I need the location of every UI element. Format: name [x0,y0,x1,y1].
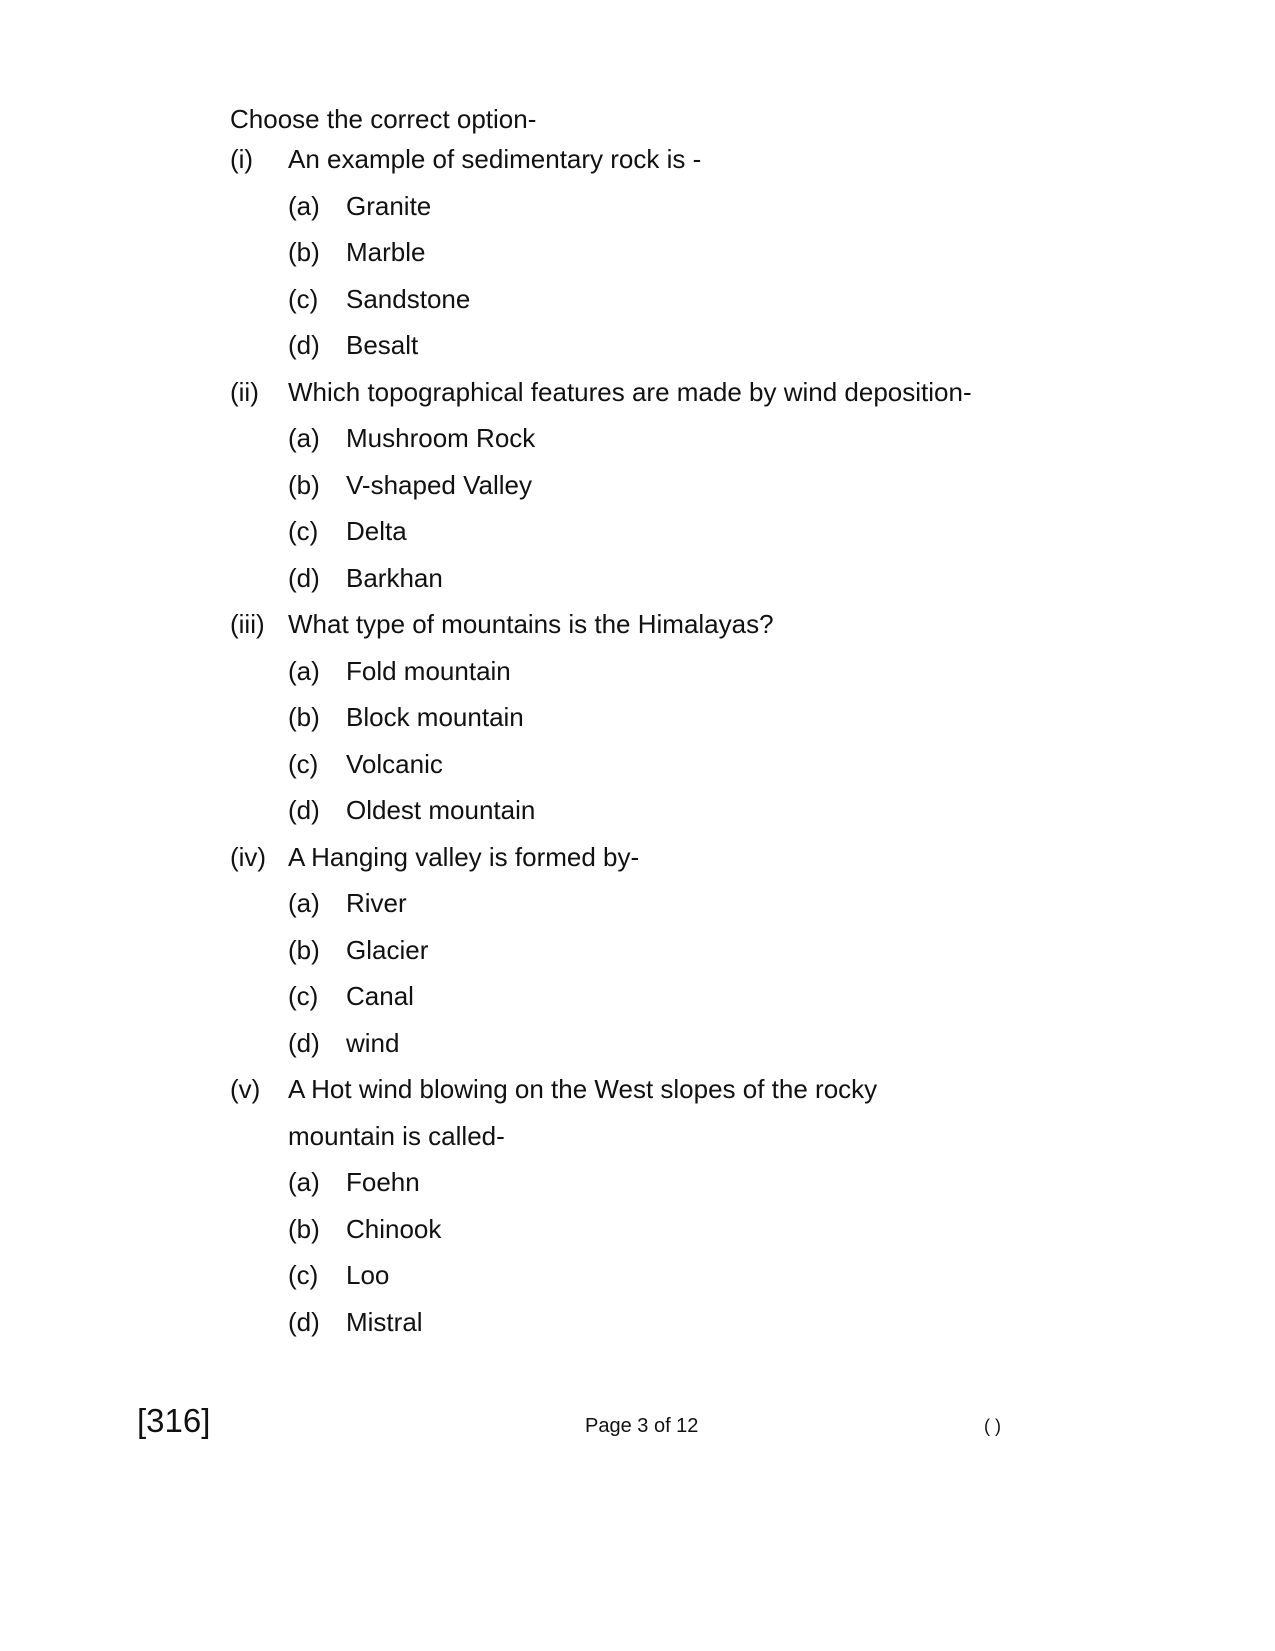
question-stem [230,609,1090,639]
answer-option [288,516,1090,546]
option-label: (a) [288,190,320,221]
question-number: (ii) [230,376,259,407]
question-text [288,609,1090,639]
question [230,842,1090,1058]
answer-option [288,702,1090,732]
answer-option [288,470,1090,500]
answer-option [288,191,1090,221]
option-label: (c) [288,748,319,779]
option-label: (b) [288,469,320,500]
question-text-line: mountain is called- [288,1120,505,1151]
option-text: Sandstone [346,283,471,314]
answer-option [288,1028,1090,1058]
question-number: (v) [230,1074,261,1104]
question-text [288,377,1090,407]
option-text: wind [346,1027,400,1058]
option-label: (d) [288,330,320,360]
question-stem [230,842,1090,872]
answer-option [288,1260,1090,1290]
answer-option [288,935,1090,965]
option-text: Mistral [346,1306,423,1337]
option-list [288,191,1090,361]
option-text: Glacier [346,934,429,965]
answer-option [288,1307,1090,1337]
question-number: (i) [230,144,254,174]
question [230,1074,1090,1337]
answer-option [288,237,1090,267]
question-text-line: An example of sedimentary rock is - [288,144,702,174]
option-list [288,888,1090,1058]
option-text: Block mountain [346,702,524,732]
option-text: V-shaped Valley [346,469,532,500]
question [230,144,1090,360]
option-label: (a) [288,888,320,918]
option-label: (a) [288,1167,320,1197]
question-number: (iii) [230,609,265,639]
question-number: (iv) [230,841,267,872]
question [230,609,1090,825]
answer-option [288,795,1090,825]
answer-option [288,563,1090,593]
option-label: (b) [288,1213,320,1244]
question-stem [230,144,1090,174]
footer-parentheses: ( ) [984,1416,1001,1436]
option-text: Granite [346,190,432,221]
paper-code: [316] [137,1402,211,1439]
option-label: (d) [288,1306,320,1337]
instruction-text: Choose the correct option- [230,104,537,134]
option-label: (c) [288,1260,319,1290]
option-text: Chinook [346,1213,442,1244]
option-label: (c) [288,981,319,1011]
option-text: Oldest mountain [346,795,536,825]
option-label: (a) [288,655,320,686]
answer-option [288,284,1090,314]
answer-option [288,423,1090,453]
answer-option [288,656,1090,686]
option-label: (d) [288,562,320,593]
question-text-line: What type of mountains is the Himalayas? [288,609,774,639]
question-text-line: A Hot wind blowing on the West slopes of the rocky [288,1074,878,1104]
question-text [288,1074,1090,1151]
option-label: (c) [288,516,319,546]
question-text-line: Which topographical features are made by wind deposition- [288,376,972,407]
option-text: Volcanic [346,748,443,779]
option-list [288,1167,1090,1337]
question [230,377,1090,593]
answer-option [288,330,1090,360]
option-label: (b) [288,702,320,732]
option-text: Loo [346,1260,390,1290]
option-text: Mushroom Rock [346,423,536,453]
answer-option [288,1167,1090,1197]
option-list [288,656,1090,826]
option-label: (d) [288,1027,320,1058]
question-list [230,144,1090,1353]
answer-option [288,1214,1090,1244]
option-text: Fold mountain [346,655,511,686]
question-text-line: A Hanging valley is formed by- [288,841,640,872]
option-label: (c) [288,283,319,314]
option-text: Marble [346,237,426,267]
question-stem [230,1074,1090,1151]
option-label: (b) [288,237,320,267]
option-text: Barkhan [346,562,443,593]
option-label: (b) [288,934,320,965]
option-list [288,423,1090,593]
answer-option [288,981,1090,1011]
question-text [288,144,1090,174]
option-text: Canal [346,981,414,1011]
option-text: Delta [346,516,407,546]
option-label: (d) [288,795,320,825]
option-label: (a) [288,423,320,453]
page-number: Page 3 of 12 [585,1415,699,1437]
answer-option [288,888,1090,918]
option-text: River [346,888,407,918]
option-text: Besalt [346,330,419,360]
option-text: Foehn [346,1167,420,1197]
question-text [288,842,1090,872]
answer-option [288,749,1090,779]
question-stem [230,377,1090,407]
